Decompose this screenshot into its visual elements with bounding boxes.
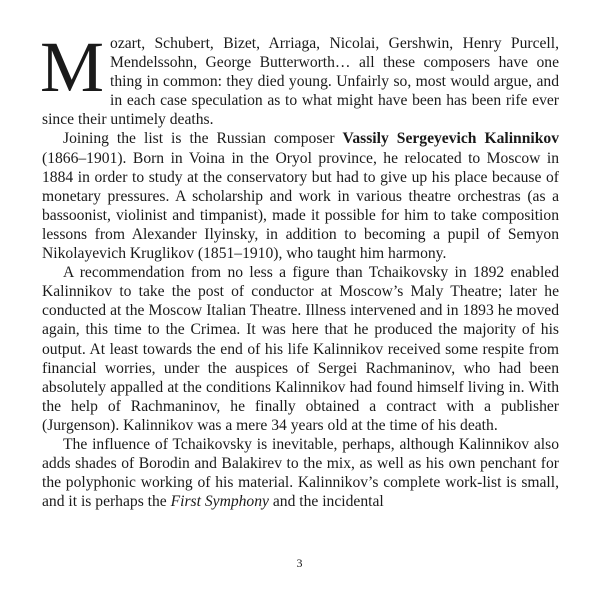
composer-name: Vassily Sergeyevich Kalinnikov xyxy=(342,130,559,148)
paragraph-influence-tail: and the incidental xyxy=(268,493,384,511)
paragraph-biography-text: (1866–1901). Born in Voina in the Oryol province, he relocated to Moscow in 1884 in order to study at the conservatory but had to give up his place because of monetary pressures. A scholarship and work in various theatre orchestras (as a bassoonist, violinist and timpanist), made it possible for him to take composition lessons from Alexander Ilyinsky, in addition to becoming a pupil of Semyon Nikolayevich Kruglikov (1851–1910), who taught him harmony. xyxy=(42,149,559,263)
paragraph-career: A recommendation from no less a figure than Tchaikovsky in 1892 enabled Kalinnikov to take the post of conductor at Moscow’s Maly Theatre; later he conducted at the Moscow Italian Theatre. Illness intervened and in 1893 he moved again, this time to the Crimea. It was here that he produced the majority of his output. At least towards the end of his life Kalinnikov received some respite from financial worries, under the auspices of Sergei Rachmaninov, who had been absolutely appalled at the conditions Kalinnikov had found himself living in. With the help of Rachmaninov, he finally obtained a contract with a publisher (Jurgenson). Kalinnikov was a mere 34 years old at the time of his death. xyxy=(42,264,559,434)
paragraph-biography-lead: Joining the list is the Russian composer xyxy=(63,130,343,148)
page-number: 3 xyxy=(296,556,303,570)
paragraph-biography xyxy=(42,129,559,263)
paragraph-intro xyxy=(40,27,559,129)
paragraph-influence xyxy=(42,435,559,511)
drop-cap: M xyxy=(40,27,105,107)
paragraph-influence-text: The influence of Tchaikovsky is inevitable, perhaps, although Kalinnikov also adds shades of Borodin and Balakirev to the mix, as well as his own penchant for the polyphonic working of his material. Kalinnikov’s complete work-list is small, and it is perhaps the xyxy=(42,435,559,511)
article-body xyxy=(40,27,559,511)
work-title-first-symphony: First Symphony xyxy=(170,493,269,511)
paragraph-intro-text: ozart, Schubert, Bizet, Arriaga, Nicolai, Gershwin, Henry Purcell, Mendelssohn, George Butterworth… all these composers have one thing in common: they died young. Unfairly so, most would argue, and in each case speculation as to what might have been has been rife ever since their untimely deaths. xyxy=(42,35,559,129)
